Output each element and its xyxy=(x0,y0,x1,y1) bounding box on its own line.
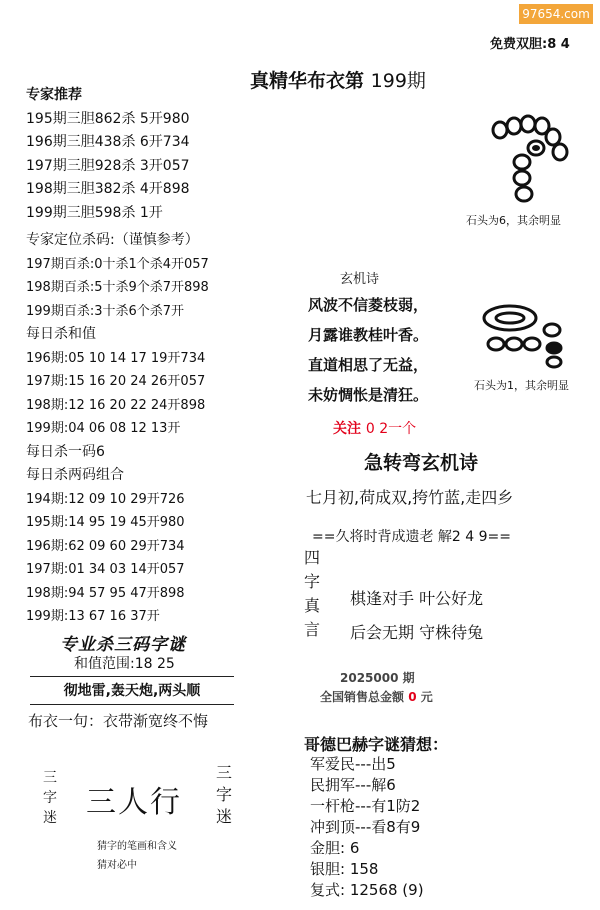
goethe-line: 军爱民---出5 xyxy=(310,755,396,773)
sales-unit: 元 xyxy=(420,690,433,704)
expert-line: 195期三胆862杀 5开980 xyxy=(26,110,190,127)
expert-line: 196期三胆438杀 6开734 xyxy=(26,134,190,150)
stone-diagram-2 xyxy=(480,300,570,372)
left-column xyxy=(26,84,209,629)
focus-value: 0 2一个 xyxy=(365,421,417,437)
pro-riddle-title: 专业杀三码字谜 xyxy=(60,635,186,655)
hint-2: 猜对必中 xyxy=(97,860,137,871)
poem-line: 风波不信菱枝弱， xyxy=(308,296,429,314)
position-line: 197期百杀:0十杀1个杀4开057 xyxy=(26,256,209,272)
goethe-title: 哥德巴赫字谜猜想： xyxy=(304,735,449,754)
title-prefix: 真精华布衣第 xyxy=(250,70,365,92)
two-code-line: 194期:12 09 10 29开726 xyxy=(26,491,185,507)
sum-line: 196期:05 10 14 17 19开734 xyxy=(26,350,206,366)
goethe-line: 一杆枪---有1防2 xyxy=(310,797,421,815)
sales-value: 0 xyxy=(408,690,417,704)
sales-issue: 2025000 期 xyxy=(340,671,415,685)
two-code-line: 199期:13 67 16 37开 xyxy=(26,609,160,624)
sales-line xyxy=(320,688,433,705)
goethe-list xyxy=(310,754,424,901)
stone-caption-1: 石头为6，其余明显 xyxy=(466,214,561,227)
sales-label: 全国销售总金额 xyxy=(320,690,405,704)
goethe-line: 金胆: 6 xyxy=(310,839,360,857)
site-watermark: 97654.com xyxy=(519,4,593,24)
stone-diagram-1 xyxy=(486,110,576,210)
focus-line xyxy=(333,418,416,438)
page-title xyxy=(250,66,426,93)
sum-line: 198期:12 16 20 22 24开898 xyxy=(26,397,206,413)
two-code-line: 197期:01 34 03 14开057 xyxy=(26,562,185,577)
goethe-line: 冲到顶---看8有9 xyxy=(310,818,421,836)
hint-1: 猜字的笔画和含义 xyxy=(97,841,177,852)
two-code-line: 196期:62 09 60 29开734 xyxy=(26,538,185,554)
poem-line: 直道相思了无益， xyxy=(308,356,429,374)
turn-line: 七月初,荷成双,挎竹蓝,走四乡 xyxy=(306,488,514,507)
two-code-header: 每日杀两码组合 xyxy=(26,467,124,483)
two-code-line: 198期:94 57 95 47开898 xyxy=(26,585,185,601)
sanren-riddle: 三人行 xyxy=(86,785,182,820)
goethe-line: 民拥军---解6 xyxy=(310,776,396,794)
poem-line: 未妨惆怅是清狂。 xyxy=(308,386,429,404)
title-issue: 199期 xyxy=(370,70,426,92)
one-code: 每日杀一码6 xyxy=(26,443,105,460)
two-code-line: 195期:14 95 19 45开980 xyxy=(26,515,185,530)
sizi-label: 四字真言 xyxy=(303,548,320,639)
position-line: 199期百杀:3十杀6个杀7开 xyxy=(26,303,185,319)
turn-answer: ==久将时背成遗老 解2 4 9== xyxy=(312,529,511,545)
sum-line: 199期:04 06 08 12 13开 xyxy=(26,421,181,436)
poem xyxy=(308,290,428,410)
riddle-phrase: 彻地雷,轰天炮,两头顺 xyxy=(30,676,234,705)
poem-title: 玄机诗 xyxy=(340,272,380,287)
expert-line: 198期三胆382杀 4开898 xyxy=(26,181,190,197)
sanzi-right: 三字迷 xyxy=(215,763,232,826)
sum-range: 和值范围:18 25 xyxy=(74,656,175,672)
expert-line: 199期三胆598杀 1开 xyxy=(26,204,163,221)
buyi-sentence: 布衣一句：衣带渐宽终不悔 xyxy=(28,712,209,730)
sizi-line-1: 棋逢对手 叶公好龙 xyxy=(350,589,484,608)
position-line: 198期百杀:5十杀9个杀7开898 xyxy=(26,280,209,295)
sanzi-left: 三字迷 xyxy=(43,770,57,826)
stone-caption-2: 石头为1，其余明显 xyxy=(474,379,569,392)
sum-line: 197期:15 16 20 24 26开057 xyxy=(26,374,206,389)
free-double-dan: 免费双胆:8 4 xyxy=(490,37,570,52)
sizi-line-2: 后会无期 守株待兔 xyxy=(350,623,484,642)
poem-line: 月露谁教桂叶香。 xyxy=(308,326,429,344)
expert-line: 197期三胆928杀 3开057 xyxy=(26,157,190,174)
turn-title: 急转弯玄机诗 xyxy=(364,452,479,474)
expert-header: 专家推荐 xyxy=(26,87,82,103)
goethe-line: 银胆: 158 xyxy=(310,860,379,878)
position-header: 专家定位杀码:（谨慎参考） xyxy=(26,232,199,248)
sum-header: 每日杀和值 xyxy=(26,326,96,342)
focus-label: 关注 xyxy=(333,421,361,437)
goethe-line: 复式: 12568 (9) xyxy=(310,881,424,899)
